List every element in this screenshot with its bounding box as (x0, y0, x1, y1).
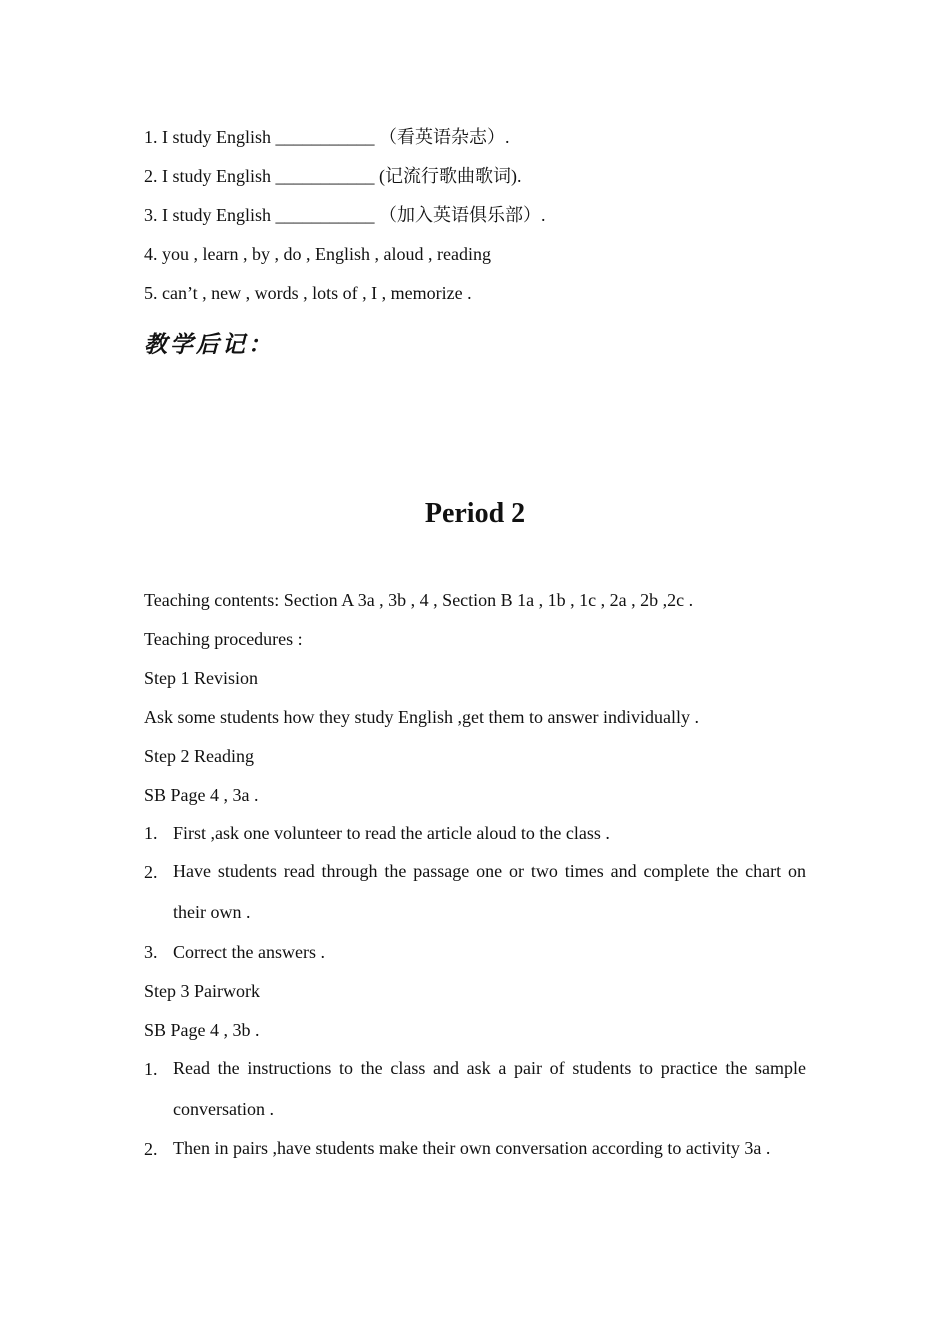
step3-item-1 (144, 1058, 806, 1130)
exercise-line-3: 3. I study English ___________ （加入英语俱乐部）. (144, 205, 546, 225)
item-text: Then in pairs ,have students make their own conversation according to activity 3a . (173, 1138, 771, 1158)
item-text: First ,ask one volunteer to read the article aloud to the class . (173, 823, 610, 843)
step2-item-2 (144, 861, 806, 933)
exercise-line-1: 1. I study English ___________ （看英语杂志）. (144, 127, 510, 147)
teaching-procedures: Teaching procedures : (144, 629, 303, 649)
item-text: Read the instructions to the class and ask a pair of students to practice the sample conversation . (173, 1058, 806, 1119)
item-number: 2. (144, 1139, 158, 1159)
step2-title: Step 2 Reading (144, 746, 254, 766)
item-number: 1. (144, 1059, 158, 1079)
item-text: Correct the answers . (173, 942, 325, 962)
item-number: 1. (144, 823, 158, 843)
step3-ref: SB Page 4 , 3b . (144, 1020, 260, 1040)
step2-ref: SB Page 4 , 3a . (144, 785, 259, 805)
step3-item-2 (144, 1138, 806, 1169)
item-number: 3. (144, 942, 158, 962)
exercise-line-5: 5. can’t , new , words , lots of , I , memorize . (144, 283, 472, 303)
exercise-line-4: 4. you , learn , by , do , English , aloud , reading (144, 244, 491, 264)
exercise-line-2: 2. I study English ___________ (记流行歌曲歌词). (144, 166, 522, 186)
step3-title: Step 3 Pairwork (144, 981, 260, 1001)
step2-item-3 (144, 941, 806, 963)
step2-item-1 (144, 822, 806, 844)
teaching-contents: Teaching contents: Section A 3a , 3b , 4 , Section B 1a , 1b , 1c , 2a , 2b ,2c . (144, 590, 694, 610)
notes-heading: 教学后记： (144, 332, 274, 358)
item-number: 2. (144, 862, 158, 882)
step1-title: Step 1 Revision (144, 668, 259, 688)
period-title: Period 2 (424, 498, 526, 529)
step1-text: Ask some students how they study English ,get them to answer individually . (144, 707, 699, 727)
item-text: Have students read through the passage one or two times and complete the chart on their own . (173, 861, 806, 922)
